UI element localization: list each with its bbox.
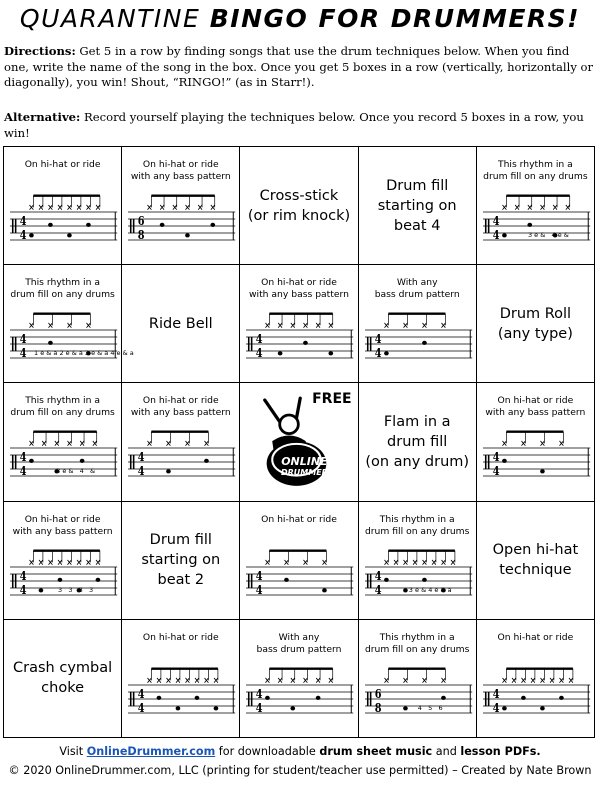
notation-staff-wrap bbox=[10, 427, 117, 497]
bingo-cell[interactable] bbox=[122, 265, 240, 383]
notation-label-line: with any bass pattern bbox=[130, 171, 231, 182]
bingo-cell[interactable] bbox=[477, 502, 595, 620]
notation-label bbox=[477, 395, 594, 419]
notation-label-line: with any bass pattern bbox=[130, 407, 231, 419]
svg-text:4: 4 bbox=[492, 686, 500, 701]
svg-text:4: 4 bbox=[492, 464, 500, 479]
notation-staff-wrap bbox=[365, 309, 472, 379]
technique-text bbox=[240, 186, 357, 226]
bingo-cell[interactable] bbox=[359, 620, 477, 738]
notation-label-line: On hi-hat or ride bbox=[261, 277, 337, 289]
footer-bold-2: lesson PDFs. bbox=[460, 745, 541, 758]
technique-line: Cross-stick bbox=[259, 187, 339, 204]
bingo-cell[interactable] bbox=[122, 383, 240, 501]
svg-text:4: 4 bbox=[374, 346, 382, 361]
bingo-cell[interactable] bbox=[240, 502, 358, 620]
logo-text: ONLINE bbox=[281, 455, 328, 469]
notation-label-line: bass drum pattern bbox=[256, 643, 342, 655]
technique-text bbox=[359, 412, 476, 472]
bingo-cell[interactable] bbox=[477, 620, 595, 738]
bingo-cell[interactable] bbox=[359, 502, 477, 620]
bingo-cell[interactable] bbox=[477, 265, 595, 383]
svg-text:4: 4 bbox=[19, 227, 27, 243]
svg-text:4: 4 bbox=[492, 700, 500, 715]
svg-text:6: 6 bbox=[374, 686, 382, 701]
bingo-cell[interactable] bbox=[359, 147, 477, 265]
notation-label-line: This rhythm in a bbox=[25, 277, 100, 289]
svg-text:4: 4 bbox=[256, 568, 263, 583]
notation-label-line: drum fill on any drums bbox=[364, 525, 470, 537]
notation-staff bbox=[365, 664, 472, 734]
bingo-cell[interactable] bbox=[4, 383, 122, 501]
notation-label-line: This rhythm in a bbox=[497, 159, 573, 170]
svg-text:4: 4 bbox=[256, 700, 263, 715]
technique-text bbox=[477, 304, 594, 344]
svg-text:4: 4 bbox=[19, 213, 27, 229]
notation-staff-wrap bbox=[128, 191, 235, 261]
technique-line: (or rim knock) bbox=[247, 207, 351, 224]
notation-staff bbox=[365, 309, 472, 379]
footer-bold-1: drum sheet music bbox=[319, 745, 433, 758]
bingo-cell[interactable] bbox=[240, 383, 358, 501]
notation-label-line: On hi-hat or ride bbox=[142, 395, 219, 407]
bingo-grid bbox=[3, 146, 595, 738]
count-label: 3 3 3 3 bbox=[58, 585, 94, 594]
technique-line: (any type) bbox=[497, 325, 573, 342]
svg-text:4: 4 bbox=[137, 700, 145, 715]
notation-staff-wrap bbox=[246, 309, 353, 379]
notation-label-line: On hi-hat or ride bbox=[142, 159, 219, 170]
notation-staff-wrap bbox=[246, 664, 353, 734]
notation-label-line: bass drum pattern bbox=[374, 289, 460, 301]
notation-staff bbox=[128, 427, 235, 497]
svg-text:4: 4 bbox=[19, 332, 27, 347]
count-label: 4 5 6 bbox=[417, 703, 443, 712]
notation-label bbox=[122, 395, 239, 419]
svg-text:4: 4 bbox=[374, 568, 382, 583]
svg-text:4: 4 bbox=[19, 582, 27, 597]
notation-label-line: with any bass pattern bbox=[12, 525, 113, 537]
count-label: 3 e & 4 e & bbox=[527, 231, 569, 239]
technique-text bbox=[477, 540, 594, 580]
notation-label-line: drum fill on any drums bbox=[364, 643, 470, 655]
notation-label-line: On hi-hat or ride bbox=[497, 631, 574, 643]
bingo-cell[interactable] bbox=[359, 265, 477, 383]
bingo-cell[interactable] bbox=[122, 147, 240, 265]
technique-line: starting on bbox=[141, 552, 221, 569]
notation-label bbox=[122, 159, 239, 183]
count-label: 3 e & 4 & bbox=[56, 467, 96, 476]
bingo-cell[interactable] bbox=[4, 502, 122, 620]
notation-label bbox=[477, 159, 594, 183]
svg-text:4: 4 bbox=[492, 213, 500, 229]
notation-staff bbox=[365, 546, 472, 616]
svg-text:4: 4 bbox=[19, 450, 27, 465]
technique-text bbox=[122, 314, 239, 334]
svg-text:4: 4 bbox=[19, 568, 27, 583]
technique-line: Drum fill bbox=[386, 177, 449, 194]
svg-text:4: 4 bbox=[19, 464, 27, 479]
notation-staff-wrap bbox=[365, 546, 472, 616]
notation-staff bbox=[483, 191, 590, 261]
svg-text:4: 4 bbox=[492, 227, 500, 243]
bingo-cell[interactable] bbox=[4, 147, 122, 265]
technique-line: beat 4 bbox=[393, 217, 441, 234]
count-label: 1 e & a 2 e & a 3 e & a 4 e & a bbox=[34, 349, 134, 358]
svg-text:4: 4 bbox=[256, 582, 263, 597]
footer-visit: Visit bbox=[59, 745, 87, 758]
notation-staff bbox=[483, 664, 590, 734]
free-space bbox=[240, 383, 357, 500]
notation-label-line: with any bass pattern bbox=[485, 407, 586, 419]
notation-staff-wrap bbox=[10, 191, 117, 261]
notation-staff bbox=[128, 191, 235, 261]
notation-label-line: This rhythm in a bbox=[25, 395, 100, 407]
bingo-cell[interactable] bbox=[240, 265, 358, 383]
bingo-cell[interactable] bbox=[359, 383, 477, 501]
notation-label bbox=[359, 514, 476, 538]
notation-label bbox=[240, 632, 357, 656]
footer-line-1 bbox=[0, 745, 600, 758]
bingo-cell[interactable] bbox=[477, 383, 595, 501]
notation-label-line: with any bass pattern bbox=[249, 289, 349, 301]
notation-staff bbox=[246, 664, 353, 734]
notation-staff bbox=[483, 427, 590, 497]
technique-line: beat 2 bbox=[157, 572, 205, 589]
notation-staff bbox=[10, 309, 134, 379]
notation-staff-wrap bbox=[10, 546, 117, 616]
technique-line: drum fill bbox=[387, 433, 448, 450]
notation-staff-wrap bbox=[246, 546, 353, 616]
notation-label bbox=[477, 632, 594, 644]
alternative-paragraph bbox=[4, 110, 594, 141]
technique-line: Drum Roll bbox=[499, 305, 572, 322]
notation-label bbox=[240, 277, 357, 301]
page-title bbox=[0, 4, 600, 33]
notation-label-line: On hi-hat or ride bbox=[24, 159, 101, 170]
title-bold: BINGO FOR DRUMMERS! bbox=[209, 4, 581, 33]
notation-label-line: This rhythm in a bbox=[379, 631, 455, 643]
notation-staff-wrap bbox=[483, 427, 590, 497]
svg-text:4: 4 bbox=[492, 450, 500, 465]
notation-label bbox=[4, 514, 121, 538]
technique-text bbox=[4, 658, 121, 698]
notation-staff bbox=[10, 427, 117, 497]
notation-staff-wrap bbox=[483, 664, 590, 734]
technique-text bbox=[122, 530, 239, 590]
free-label: FREE bbox=[312, 391, 352, 408]
notation-label bbox=[359, 277, 476, 301]
logo-text: DRUMMER bbox=[280, 468, 328, 478]
notation-staff bbox=[128, 664, 235, 734]
svg-text:8: 8 bbox=[137, 227, 145, 243]
directions-paragraph bbox=[4, 44, 594, 91]
technique-line: (on any drum) bbox=[365, 453, 470, 470]
notation-label-line: This rhythm in a bbox=[379, 513, 455, 525]
technique-line: Open hi-hat bbox=[492, 542, 579, 559]
notation-label bbox=[240, 514, 357, 526]
bingo-cell[interactable] bbox=[4, 620, 122, 738]
notation-staff-wrap bbox=[365, 664, 472, 734]
notation-staff-wrap bbox=[128, 427, 235, 497]
notation-staff bbox=[246, 309, 353, 379]
technique-line: Flam in a bbox=[383, 413, 451, 430]
directions-text: Get 5 in a row by finding songs that use the drum techniques below. When you find one, write the name of the song in the box. Once you get 5 boxes in a row (vertically, horizontally or diagonally), you win! Shout, “RINGO!” (as in Starr!). bbox=[4, 44, 594, 89]
bingo-cell[interactable] bbox=[240, 147, 358, 265]
alternative-label: Alternative: bbox=[4, 110, 81, 124]
svg-text:4: 4 bbox=[256, 686, 263, 701]
notation-label-line: On hi-hat or ride bbox=[261, 513, 337, 525]
title-light: QUARANTINE bbox=[19, 4, 201, 33]
bingo-cell[interactable] bbox=[122, 620, 240, 738]
notation-label bbox=[4, 395, 121, 419]
bingo-cell[interactable] bbox=[477, 147, 595, 265]
notation-label-line: On hi-hat or ride bbox=[497, 395, 574, 407]
notation-label bbox=[122, 632, 239, 644]
alternative-text: Record yourself playing the techniques below. Once you record 5 boxes in a row, you win! bbox=[4, 110, 584, 140]
notation-label-line: With any bbox=[396, 277, 438, 289]
notation-staff bbox=[246, 546, 353, 616]
notation-label bbox=[359, 632, 476, 656]
notation-staff-wrap bbox=[483, 191, 590, 261]
svg-text:8: 8 bbox=[374, 700, 382, 715]
notation-staff bbox=[10, 191, 117, 261]
bingo-cell[interactable] bbox=[4, 265, 134, 383]
svg-text:4: 4 bbox=[137, 450, 145, 465]
technique-line: starting on bbox=[377, 197, 457, 214]
technique-line: technique bbox=[499, 562, 572, 579]
svg-text:4: 4 bbox=[137, 686, 145, 701]
footer-line-2: © 2020 OnlineDrummer.com, LLC (printing for student/teacher use permitted) – Created by Nate Brown bbox=[8, 764, 592, 777]
notation-label-line: drum fill on any drums bbox=[483, 171, 588, 182]
svg-text:4: 4 bbox=[19, 346, 27, 361]
svg-text:4: 4 bbox=[137, 464, 145, 479]
technique-line: Crash cymbal bbox=[13, 660, 113, 677]
notation-label-line: drum fill on any drums bbox=[10, 407, 115, 419]
notation-label-line: drum fill on any drums bbox=[10, 289, 115, 301]
svg-text:4: 4 bbox=[374, 332, 382, 347]
notation-label bbox=[4, 277, 121, 301]
notation-label-line: On hi-hat or ride bbox=[142, 631, 219, 643]
notation-staff-wrap bbox=[128, 664, 235, 734]
technique-text bbox=[359, 176, 476, 236]
svg-text:4: 4 bbox=[256, 332, 263, 347]
footer-and: and bbox=[432, 745, 461, 758]
notation-staff-wrap bbox=[10, 309, 134, 379]
count-label: 3 e & 4 e & a bbox=[408, 585, 452, 594]
notation-staff bbox=[10, 546, 117, 616]
notation-label-line: With any bbox=[278, 631, 320, 643]
notation-label-line: On hi-hat or ride bbox=[24, 513, 101, 525]
technique-line: Drum fill bbox=[149, 532, 212, 549]
svg-text:6: 6 bbox=[137, 213, 145, 229]
technique-line: choke bbox=[41, 680, 85, 697]
directions-label: Directions: bbox=[4, 44, 76, 58]
technique-line: Ride Bell bbox=[148, 315, 213, 332]
footer-mid: for downloadable bbox=[215, 745, 320, 758]
notation-label bbox=[4, 159, 121, 171]
svg-text:4: 4 bbox=[256, 346, 263, 361]
online-drummer-link[interactable]: OnlineDrummer.com bbox=[86, 745, 216, 758]
bingo-cell[interactable] bbox=[122, 502, 240, 620]
online-drummer-logo bbox=[248, 387, 358, 497]
bingo-cell[interactable] bbox=[240, 620, 358, 738]
svg-text:4: 4 bbox=[374, 582, 382, 597]
